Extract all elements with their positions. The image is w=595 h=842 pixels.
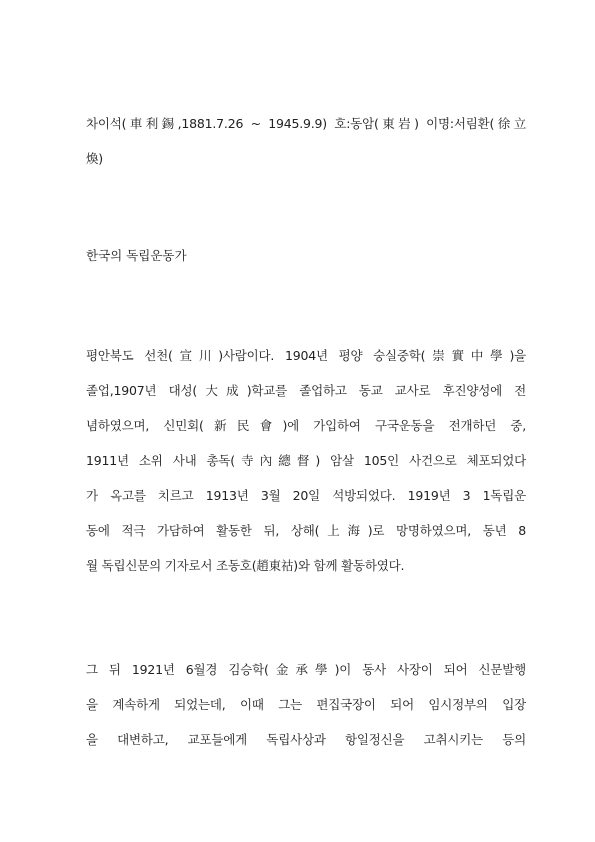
person-title-line: 차이석(車利錫,1881.7.26 ~ 1945.9.9) 호:동암(東岩) 이명:서림환(徐立 [86, 116, 526, 131]
person-title-continuation: 煥) [86, 151, 103, 166]
paragraph-1-line-3: 념하였으며, 신민회(新民會)에 가입하여 구국운동을 전개하던 중, [86, 418, 526, 433]
paragraph-2-line-2: 을 계속하게 되었는데, 이때 그는 편집국장이 되어 임시정부의 입장 [86, 697, 526, 712]
paragraph-1-line-1: 평안북도 선천(宣川)사람이다. 1904년 평양 숭실중학(崇實中學)을 [86, 348, 526, 363]
paragraph-2-line-1: 그 뒤 1921년 6월경 김승학(金承學)이 동사 사장이 되어 신문발행 [86, 662, 526, 677]
section-heading: 한국의 독립운동가 [86, 248, 187, 263]
paragraph-1-line-5: 가 옥고를 치르고 1913년 3월 20일 석방되었다. 1919년 3 1독립운 [86, 488, 526, 503]
paragraph-1-line-4: 1911년 소위 사내 총독(寺內總督) 암살 105인 사건으로 체포되었다 [86, 453, 526, 468]
paragraph-2-line-3: 을 대변하고, 교포들에게 독립사상과 항일정신을 고취시키는 등의 [86, 732, 526, 747]
paragraph-1-line-6: 동에 적극 가담하여 활동한 뒤, 상해(上海)로 망명하였으며, 동년 8 [86, 523, 526, 538]
paragraph-1-line-7: 월 독립신문의 기자로서 조동호(趙東祜)와 함께 활동하였다. [86, 558, 405, 573]
paragraph-1-line-2: 졸업,1907년 대성(大成)학교를 졸업하고 동교 교사로 후진양성에 전 [86, 383, 526, 398]
